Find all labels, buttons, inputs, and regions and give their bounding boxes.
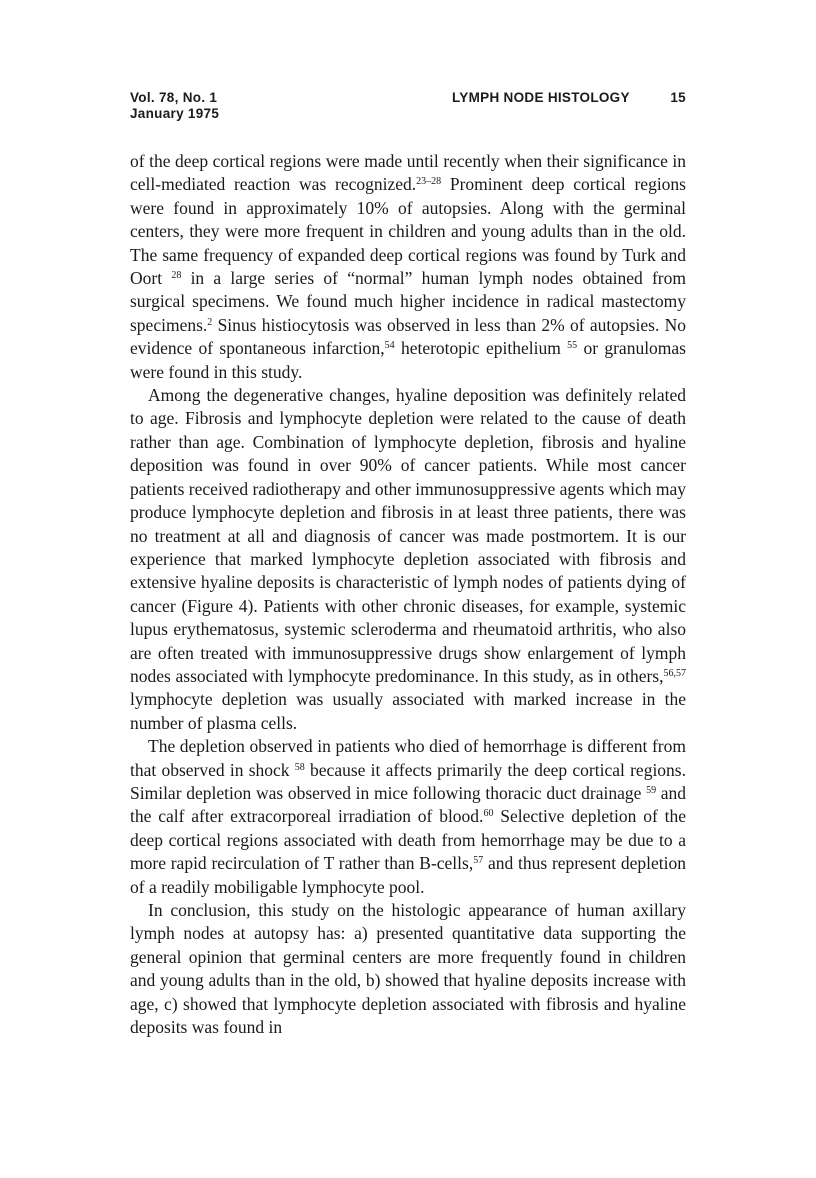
paragraph-3 [130, 735, 686, 899]
text-run: because it affects primarily the deep cortical regions. Similar depletion was observed in mice following thoracic duct drainage [130, 759, 686, 803]
text-run: and the calf after extracorporeal irradiation of blood. [130, 782, 686, 827]
text-run: The depletion observed in patients who died of hemorrhage is different from that observed in shock [130, 736, 686, 780]
paragraph-2 [130, 384, 686, 735]
citation-ref: 56,57 [663, 667, 686, 679]
citation-ref: 59 [646, 784, 657, 796]
text-run: lymphocyte depletion was usually associated with marked increase in the number of plasma cells. [130, 689, 686, 733]
running-title: LYMPH NODE HISTOLOGY [452, 90, 630, 105]
paragraph-4 [130, 899, 686, 1039]
citation-ref: 60 [483, 808, 494, 820]
text-run: In conclusion, this study on the histologic appearance of human axillary lymph nodes at autopsy has: a) presented quantitative data supporting the general opinion that germinal centers are more frequently found in children and young adults than in the old, b) showed that hyaline deposits increase with age, c) showed that lymphocyte depletion associated with fibrosis and hyaline deposits was found in [130, 900, 686, 1038]
citation-ref: 23–28 [416, 176, 442, 188]
citation-ref: 54 [384, 340, 395, 352]
citation-ref: 57 [473, 855, 484, 867]
issue-date: January 1975 [130, 106, 220, 121]
text-run: Sinus histiocytosis was observed in less than 2% of autopsies. No evidence of spontaneous infarction, [130, 314, 686, 359]
text-run: Selective depletion of the deep cortical regions associated with death from hemorrhage may be due to a more rapid recirculation of T rather than B-cells, [130, 806, 687, 874]
text-run: Among the degenerative changes, hyaline deposition was definitely related to age. Fibrosis and lymphocyte depletion were related to the cause of death rather than age. Combination of lymphocyte depletion, fibrosis and hyaline deposition was found in over 90% of cancer patients. While most cancer patients received radiotherapy and other immunosuppressive agents which may produce lymphocyte depletion and fibrosis in at least three patients, there was no treatment at all and diagnosis of cancer was made postmortem. It is our experience that marked lymphocyte depletion associated with fibrosis and extensive hyaline deposits is characteristic of lymph nodes of patients dying of cancer (Figure 4). Patients with other chronic diseases, for example, systemic lupus erythematosus, systemic scleroderma and rheumatoid arthritis, who also are often treated with immunosuppressive drugs show enlargement of lymph nodes associated with lymphocyte predominance. In this study, as in others, [130, 385, 686, 686]
body-text [130, 150, 686, 1039]
running-header [130, 90, 686, 122]
page-number: 15 [670, 90, 686, 105]
citation-ref: 58 [294, 761, 305, 773]
citation-ref: 2 [207, 316, 213, 328]
text-run: and thus represent depletion of a readily mobiligable lymphocyte pool. [130, 853, 686, 897]
text-run: heterotopic epithelium [394, 338, 568, 359]
text-run: of the deep cortical regions were made until recently when their significance in cell-mediated reaction was recognized. [130, 151, 686, 195]
text-run: or granulomas were found in this study. [130, 338, 686, 382]
citation-ref: 28 [171, 270, 182, 282]
text-run: Prominent deep cortical regions were found in approximately 10% of autopsies. Along with the germinal centers, they were more frequent in children and young adults than in the old. The same frequency of expanded deep cortical regions was found by Turk and Oort [130, 174, 686, 289]
citation-ref: 55 [567, 340, 578, 352]
volume-label: Vol. 78, No. 1 [130, 90, 218, 105]
text-run: in a large series of “normal” human lymph nodes obtained from surgical specimens. We found much higher incidence in radical mastectomy specimens. [130, 268, 686, 335]
paragraph-1 [130, 150, 686, 384]
